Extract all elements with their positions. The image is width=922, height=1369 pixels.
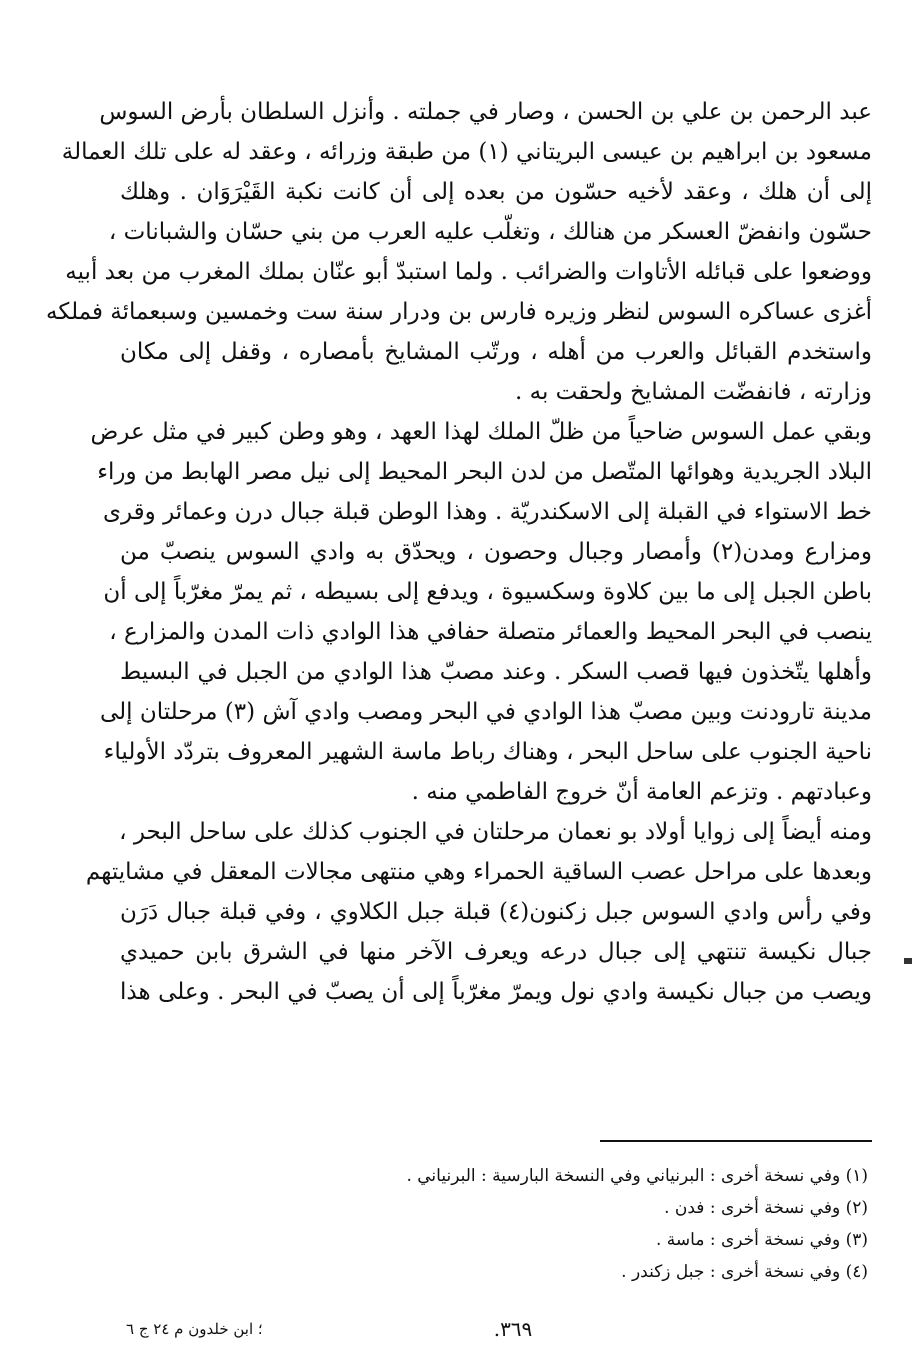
text-line: حسّون وانفضّ العسكر من هنالك ، وتغلّب عليه العرب من بني حسّان والشبانات ، [108, 219, 872, 245]
page-number: ٣٦٩. [493, 1317, 533, 1341]
text-line: خط الاستواء في القبلة إلى الاسكندريّة . وهذا الوطن قبلة جبال درن وعمائر وقرى [102, 499, 872, 525]
text-line: ينصب في البحر المحيط والعمائر متصلة حفافي هذا الوادي ذات المدن والمزارع ، [109, 619, 872, 645]
text-line: ناحية الجنوب على ساحل البحر ، وهناك رباط ماسة الشهير المعروف بتردّد الأولياء [103, 739, 872, 765]
margin-mark [904, 958, 912, 964]
text-line: جبال نكيسة تنتهي إلى جبال درعه ويعرف الآخر منها في الشرق بابن حميدي [120, 939, 872, 965]
text-line: وعبادتهم . وتزعم العامة أنّ خروج الفاطمي منه . [411, 779, 872, 805]
running-title: ؛ ابن خلدون م ٢٤ ج ٦ [126, 1320, 263, 1338]
footnotes-block [348, 1160, 868, 1288]
text-line: وأهلها يتّخذون فيها قصب السكر . وعند مصبّ هذا الوادي من الجبل في البسيط [120, 659, 872, 685]
footnote: (٣) وفي نسخة أخرى : ماسة . [655, 1230, 868, 1250]
footnote: (٢) وفي نسخة أخرى : فدن . [664, 1198, 868, 1218]
footnote-separator-rule [600, 1140, 872, 1142]
text-line: مدينة تارودنت وبين مصبّ هذا الوادي في البحر ومصب وادي آش (٣) مرحلتان إلى [99, 699, 872, 725]
text-line: ووضعوا على قبائله الأتاوات والضرائب . ولما استبدّ أبو عنّان بملك المغرب من بعد أبيه [65, 259, 872, 285]
text-line: وزارته ، فانفضّت المشايخ ولحقت به . [515, 379, 872, 405]
text-line: ومزارع ومدن(٢) وأمصار وجبال وحصون ، ويحدّق به وادي السوس ينصبّ من [120, 539, 872, 565]
text-line: ويصب من جبال نكيسة وادي نول ويمرّ مغرّباً إلى أن يصبّ في البحر . وعلى هذا [120, 979, 872, 1005]
text-line: وبقي عمل السوس ضاحياً من ظلّ الملك لهذا العهد ، وهو وطن كبير في مثل عرض [90, 419, 872, 445]
text-line: باطن الجبل إلى ما بين كلاوة وسكسيوة ، ويدفع إلى بسيطه ، ثم يمرّ مغرّباً إلى أن [103, 579, 872, 605]
footnote: (١) وفي نسخة أخرى : البرنياني وفي النسخة البارسية : البرنياني . [406, 1166, 868, 1186]
main-text-block [46, 92, 872, 1012]
text-line: وفي رأس وادي السوس جبل زكنون(٤) قبلة جبل الكلاوي ، وفي قبلة جبال دَرَن [120, 899, 872, 925]
text-line: إلى أن هلك ، وعقد لأخيه حسّون من بعده إلى أن كانت نكبة القَيْرَوَان . وهلك [120, 179, 872, 205]
text-line: مسعود بن ابراهيم بن عيسى البريتاني (١) من طبقة وزرائه ، وعقد له على تلك العمالة [61, 139, 872, 165]
text-line: ومنه أيضاً إلى زوايا أولاد بو نعمان مرحلتان في الجنوب كذلك على ساحل البحر ، [119, 819, 872, 845]
text-line: واستخدم القبائل والعرب من أهله ، ورتّب المشايخ بأمصاره ، وقفل إلى مكان [120, 339, 872, 365]
text-line: وبعدها على مراحل عصب الساقية الحمراء وهي منتهى مجالات المعقل في مشايتهم [85, 859, 872, 885]
text-line: أغزى عساكره السوس لنظر وزيره فارس بن ودرار سنة ست وخمسين وسبعمائة فملكه [46, 299, 872, 325]
text-line: البلاد الجريدية وهوائها المتّصل من لدن البحر المحيط إلى نيل مصر الهابط من وراء [97, 459, 872, 485]
footnote: (٤) وفي نسخة أخرى : جبل زكندر . [621, 1262, 868, 1282]
text-line: عبد الرحمن بن علي بن الحسن ، وصار في جملته . وأنزل السلطان بأرض السوس [99, 99, 872, 125]
